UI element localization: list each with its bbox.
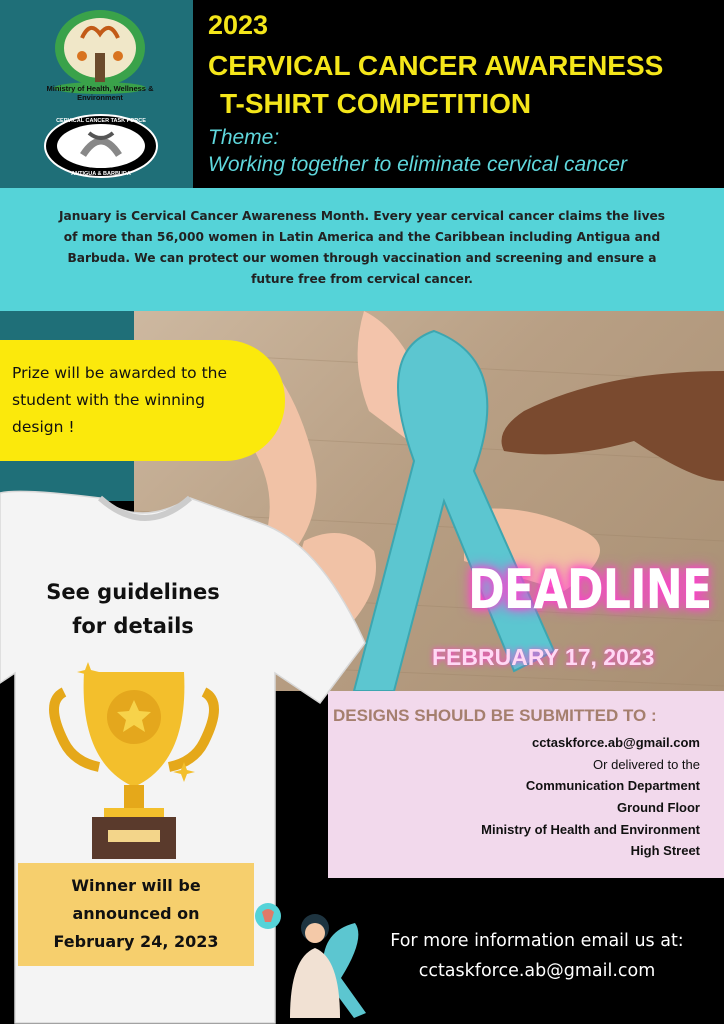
- woman-ribbon-icon: [250, 898, 375, 1018]
- submission-department: Communication Department: [525, 778, 700, 793]
- guidelines-line: for details: [72, 614, 194, 638]
- submission-floor: Ground Floor: [616, 800, 700, 815]
- ministry-name: Ministry of Health, Wellness & Environment: [46, 84, 154, 102]
- intro-line: of more than 56,000 women in Latin America and the Caribbean including Antigua and: [63, 230, 661, 244]
- prize-text: [12, 360, 262, 441]
- guidelines-line: See guidelines: [46, 580, 220, 604]
- task-force-logo: [43, 113, 159, 179]
- deadline-title: DEADLINE: [468, 558, 712, 621]
- winner-line: announced on: [72, 904, 200, 923]
- winner-text: [18, 872, 254, 956]
- theme-text: Working together to eliminate cervical cancer: [208, 153, 628, 176]
- intro-line: January is Cervical Cancer Awareness Month. Every year cervical cancer claims the lives: [58, 209, 666, 223]
- winner-line: February 24, 2023: [53, 932, 219, 951]
- title-line-2: T-SHIRT COMPETITION: [220, 88, 532, 119]
- prize-line: student with the winning: [12, 391, 205, 409]
- prize-line: design !: [12, 418, 75, 436]
- trophy-icon: [44, 662, 224, 862]
- winner-line: Winner will be: [71, 876, 201, 895]
- footer-email[interactable]: cctaskforce.ab@gmail.com: [418, 961, 656, 981]
- task-force-bottom-text: ANTIGUA & BARBUDA: [71, 171, 131, 177]
- title-year: 2023: [208, 10, 269, 40]
- footer-info: [364, 926, 710, 986]
- submission-heading: DESIGNS SHOULD BE SUBMITTED TO :: [333, 706, 657, 725]
- theme-label: Theme:: [208, 126, 280, 149]
- footer-line: For more information email us at:: [390, 931, 684, 951]
- prize-line: Prize will be awarded to the: [12, 364, 228, 382]
- title-line-1: CERVICAL CANCER AWARENESS: [208, 50, 664, 81]
- submission-street: High Street: [630, 843, 700, 858]
- submission-or-delivered: Or delivered to the: [593, 757, 700, 772]
- submission-email: cctaskforce.ab@gmail.com: [531, 735, 700, 750]
- submission-ministry: Ministry of Health and Environment: [481, 822, 700, 837]
- deadline-date: FEBRUARY 17, 2023: [432, 644, 655, 670]
- guidelines-text: [20, 575, 246, 643]
- intro-paragraph: [14, 206, 710, 290]
- intro-line: future free from cervical cancer.: [251, 272, 473, 286]
- intro-line: Barbuda. We can protect our women through vaccination and screening and ensure a: [67, 251, 657, 265]
- task-force-top-text: CERVICAL CANCER TASK FORCE: [56, 118, 146, 124]
